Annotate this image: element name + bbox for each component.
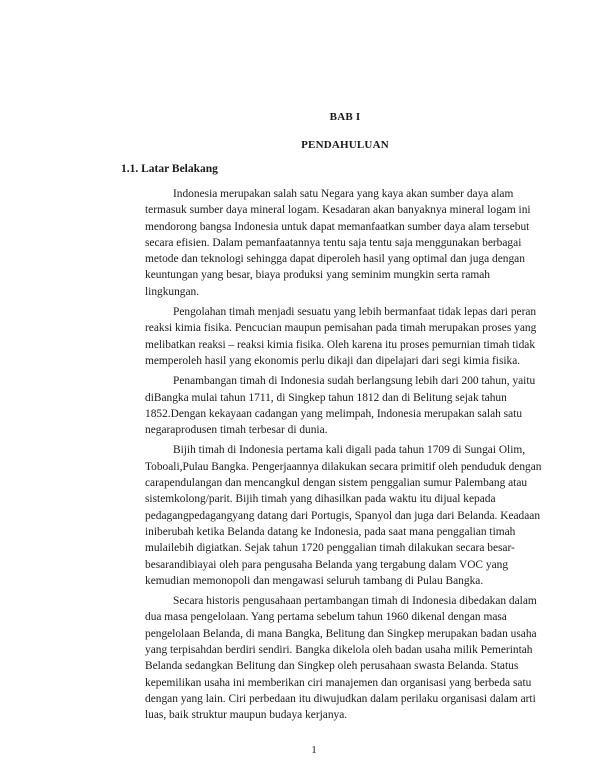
paragraph-line: mendorong bangsa Indonesia untuk dapat memanfaatkan sumber daya alam tersebut <box>145 220 530 233</box>
paragraph-line: melibatkan reaksi – reaksi kimia fisika. Oleh karena itu proses pemurnian timah tidak <box>145 338 536 351</box>
paragraph-line: metode dan teknologi sehingga dapat diperoleh hasil yang optimal dan juga dengan <box>145 253 525 266</box>
paragraph-line: dengan yang lain. Ciri perbedaan itu diwujudkan dalam perilaku organisasi dalam arti <box>145 692 536 705</box>
section-heading: 1.1. Latar Belakang <box>121 163 218 175</box>
paragraph-line: dua masa pengelolaan. Yang pertama sebelum tahun 1960 dikenal dengan masa <box>145 611 507 624</box>
paragraph-line: Bijih timah di Indonesia pertama kali digali pada tahun 1709 di Sungai Olim, <box>173 444 526 457</box>
paragraph-line: Indonesia merupakan salah satu Negara yang kaya akan sumber daya alam <box>173 188 514 200</box>
chapter-number: BAB I <box>329 111 361 123</box>
paragraph-line: lingkungan. <box>145 285 200 298</box>
paragraph-line: yang terpisahdan berdiri sendiri. Bangka dikelola oleh badan usaha milik Pemerintah <box>145 644 533 657</box>
paragraph-line: Belanda sedangkan Belitung dan Singkep oleh perusahaan swasta Belanda. Status <box>145 660 519 673</box>
paragraph-line: iniberubah ketika Belanda datang ke Indonesia, pada saat mana penggalian timah <box>145 525 516 538</box>
paragraph-line: negaraprodusen timah terbesar di dunia. <box>145 424 328 437</box>
paragraph <box>145 593 537 723</box>
paragraph-line: kepemilikan usaha ini memberikan ciri manajemen dan organisasi yang berbeda satu <box>145 676 532 689</box>
paragraph-line: keuntungan yang besar, biaya produksi yang seminim mungkin serta ramah <box>145 269 490 282</box>
paragraph-line: pedagangpedagangyang datang dari Portugis, Spanyol dan juga dari Belanda. Keadaan <box>145 509 541 522</box>
paragraph <box>145 304 537 369</box>
paragraph <box>145 186 531 300</box>
paragraph-line: mulailebih digiatkan. Sejak tahun 1720 penggalian timah dilakukan secara besar- <box>145 542 515 555</box>
paragraph-line: sistemkolong/parit. Bijih timah yang dihasilkan pada waktu itu dijual kepada <box>145 493 496 506</box>
paragraph <box>145 442 542 589</box>
paragraph-line: pengelolaan Belanda, di mana Bangka, Belitung dan Singkep merupakan badan usaha <box>145 627 537 640</box>
paragraph-line: besarandibiayai oleh para pengusaha Belanda yang tergabung dalam VOC yang <box>145 558 509 571</box>
paragraph-line: luas, baik struktur maupun budaya kerjanya. <box>145 709 348 722</box>
paragraph-line: 1852.Dengan kekayaan cadangan yang melimpah, Indonesia merupakan salah satu <box>145 407 523 420</box>
paragraph-line: carapendulangan dan mencangkul dengan sistem penggalian sumur Palembang atau <box>145 477 528 490</box>
paragraph-line: Penambangan timah di Indonesia sudah berlangsung lebih dari 200 tahun, yaitu <box>173 375 536 388</box>
paragraph <box>145 373 536 438</box>
paragraph-line: reaksi kimia fisika. Pencucian maupun pemisahan pada timah merupakan proses yang <box>145 322 537 335</box>
chapter-title: PENDAHULUAN <box>301 139 389 151</box>
paragraph-line: diBangka mulai tahun 1711, di Singkep tahun 1812 dan di Belitung sejak tahun <box>145 391 507 404</box>
paragraph-line: secara efisien. Dalam pemanfaatannya tentu saja tentu saja menggunakan berbagai <box>145 236 522 249</box>
body-text <box>145 186 542 728</box>
paragraph-line: Toboali,Pulau Bangka. Pengerjaannya dilakukan secara primitif oleh penduduk dengan <box>145 460 542 473</box>
paragraph-line: termasuk sumber daya mineral logam. Kesadaran akan banyaknya mineral logam ini <box>145 204 531 217</box>
paragraph-line: memperoleh hasil yang ekonomis perlu dikaji dan dipelajari dari segi kimia fisika. <box>145 354 521 367</box>
page-number: 1 <box>311 744 317 756</box>
paragraph-line: Secara historis pengusahaan pertambangan timah di Indonesia dibedakan dalam <box>173 595 537 608</box>
paragraph-line: Pengolahan timah menjadi sesuatu yang lebih bermanfaat tidak lepas dari peran <box>173 306 537 319</box>
paragraph-line: kemudian memonopoli dan mengawasi seluruh tambang di Pulau Bangka. <box>145 574 484 587</box>
